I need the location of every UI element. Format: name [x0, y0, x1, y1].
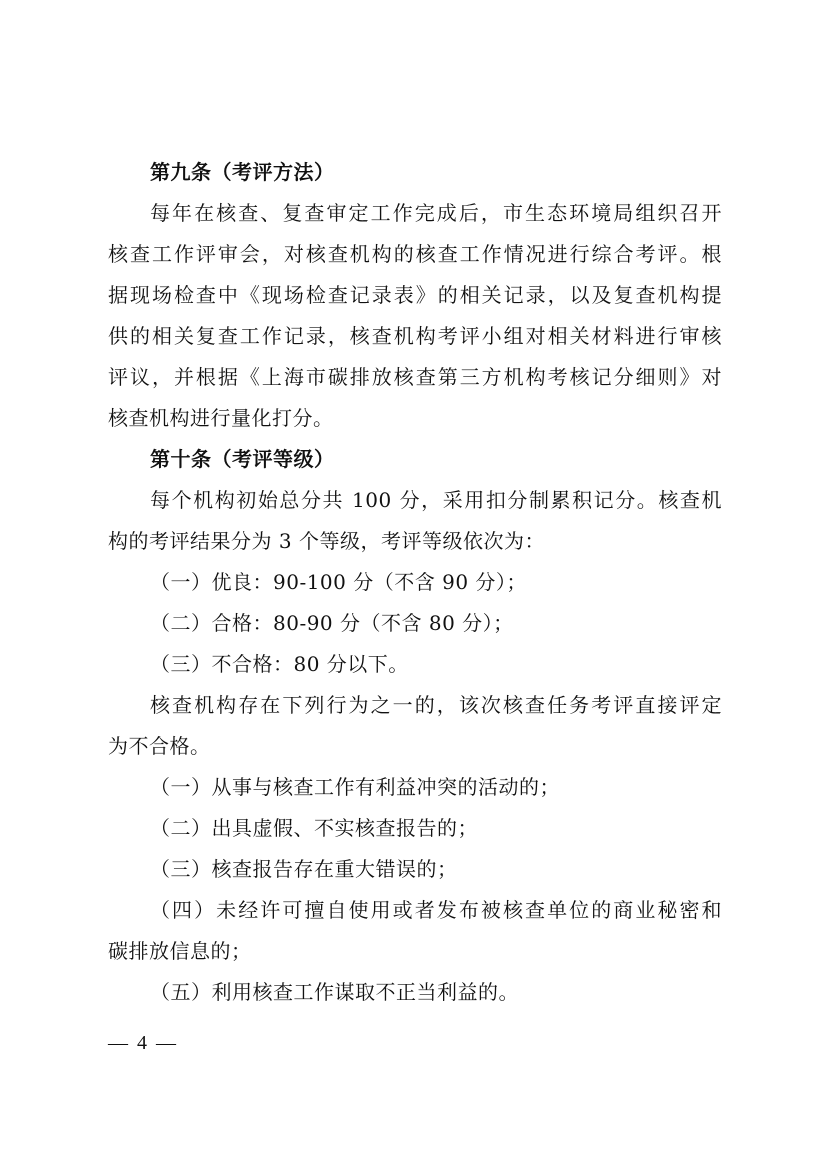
- document-body: [108, 152, 722, 1013]
- article-10-intro-line: 构的考评结果分为 3 个等级，考评等级依次为：: [108, 529, 545, 553]
- article-10-heading: 第十条（考评等级）: [150, 447, 335, 471]
- grade-item: （三）不合格：80 分以下。: [150, 652, 409, 676]
- article-9-heading: 第九条（考评方法）: [150, 160, 335, 184]
- grade-item: （二）合格：80-90 分（不含 80 分）；: [150, 611, 514, 635]
- article-9-line: 供的相关复查工作记录，核查机构考评小组对相关材料进行审核: [108, 324, 722, 348]
- article-9-line: 核查机构进行量化打分。: [108, 406, 334, 430]
- article-10-intro-line: 每个机构初始总分共 100 分，采用扣分制累积记分。核查机: [150, 488, 722, 512]
- fail-item-continuation: 碳排放信息的；: [108, 939, 252, 963]
- fail-item: （二）出具虚假、不实核查报告的；: [150, 816, 478, 840]
- fail-intro-line: 为不合格。: [108, 734, 211, 758]
- article-9-line: 每年在核查、复查审定工作完成后，市生态环境局组织召开: [150, 201, 722, 225]
- fail-item: （一）从事与核查工作有利益冲突的活动的；: [150, 775, 560, 799]
- grade-item: （一）优良：90-100 分（不含 90 分）；: [150, 570, 527, 594]
- fail-item: （三）核查报告存在重大错误的；: [150, 857, 458, 881]
- fail-item: （四）未经许可擅自使用或者发布被核查单位的商业秘密和: [150, 898, 722, 922]
- article-9-line: 核查工作评审会，对核查机构的核查工作情况进行综合考评。根: [108, 242, 722, 266]
- fail-intro-line: 核查机构存在下列行为之一的，该次核查任务考评直接评定: [150, 693, 722, 717]
- page-number: — 4 —: [108, 1032, 178, 1054]
- fail-item: （五）利用核查工作谋取不正当利益的。: [150, 980, 519, 1004]
- article-9-line: 评议，并根据《上海市碳排放核查第三方机构考核记分细则》对: [108, 365, 722, 389]
- article-9-line: 据现场检查中《现场检查记录表》的相关记录，以及复查机构提: [108, 283, 722, 307]
